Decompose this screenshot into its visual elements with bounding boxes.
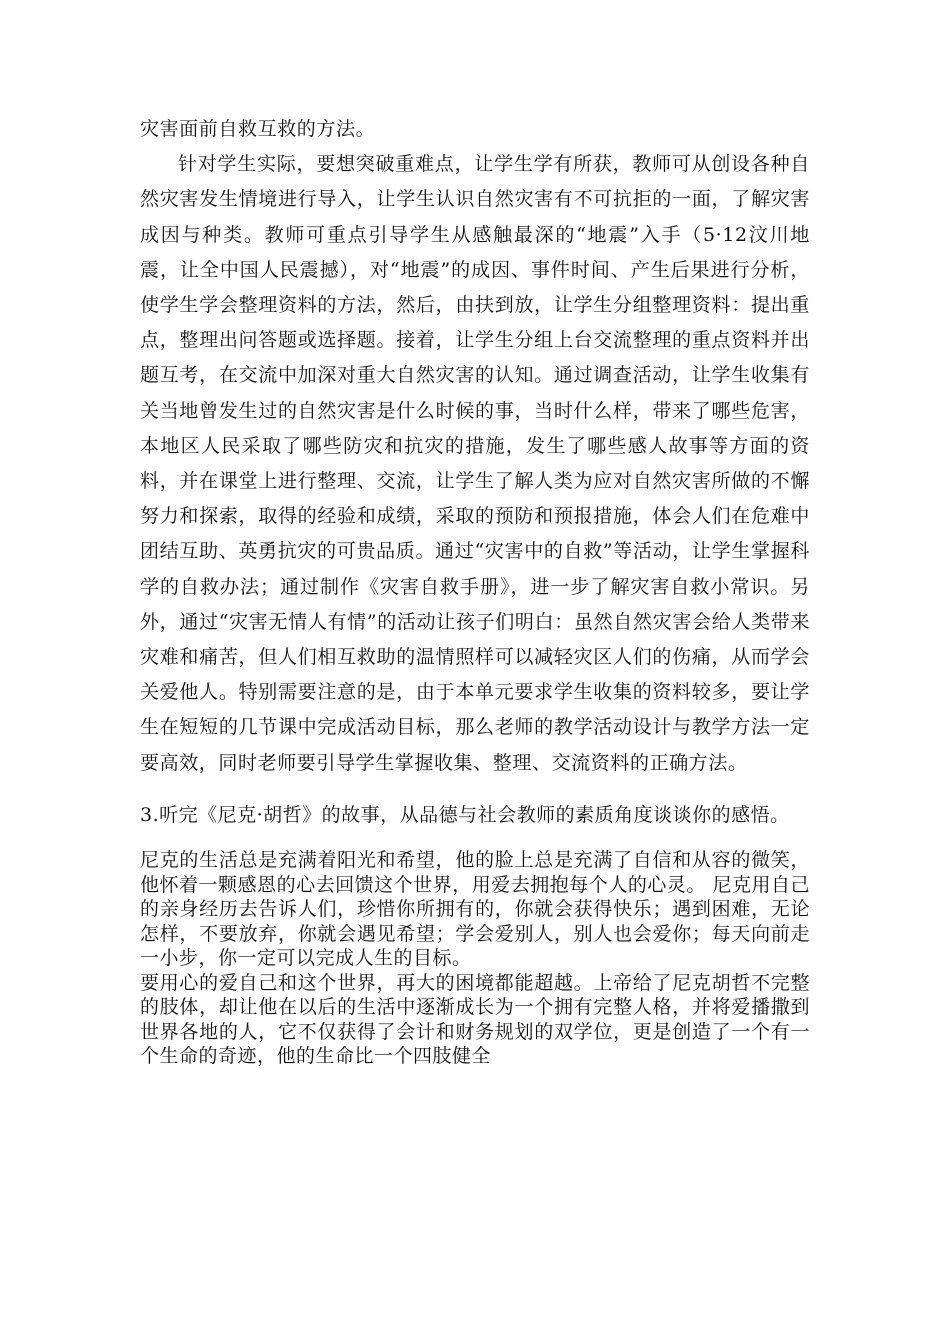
answer-paragraph-2: 要用心的爱自己和这个世界，再大的困境都能超越。上帝给了尼克胡哲不完整的肢体，却让他在以后的生活中逐渐成长为一个拥有完整人格，并将爱播撒到世界各地的人，它不仅获得了会计和财务规划的双学位，更是创造了一个有一个生命的奇迹，他的生命比一个四肢健全	[140, 971, 810, 1068]
answer-paragraph-1: 尼克的生活总是充满着阳光和希望，他的脸上总是充满了自信和从容的微笑，他怀着一颗感恩的心去回馈这个世界，用爱去拥抱每个人的心灵。 尼克用自己的亲身经历去告诉人们，珍惜你所拥有的，你就会获得快乐；遇到困难，无论怎样，不要放弃，你就会遇见希望；学会爱别人，别人也会爱你；每天向前走一小步，你一定可以完成人生的目标。	[140, 849, 810, 970]
paragraph-teaching-method: 针对学生实际，要想突破重难点，让学生学有所获，教师可从创设各种自然灾害发生情境进行导入，让学生认识自然灾害有不可抗拒的一面，了解灾害成因与种类。教师可重点引导学生从感触最深的“地震”入手（5·12汶川地震，让全中国人民震撼），对“地震”的成因、事件时间、产生后果进行分析，使学生学会整理资料的方法，然后，由扶到放，让学生分组整理资料：提出重点，整理出问答题或选择题。接着，让学生分组上台交流整理的重点资料并出题互考，在交流中加深对重大自然灾害的认知。通过调查活动，让学生收集有关当地曾发生过的自然灾害是什么时候的事，当时什么样，带来了哪些危害，本地区人民采取了哪些防灾和抗灾的措施，发生了哪些感人故事等方面的资料，并在课堂上进行整理、交流，让学生了解人类为应对自然灾害所做的不懈努力和探索，取得的经验和成绩，采取的预防和预报措施，体会人们在危难中团结互助、英勇抗灾的可贵品质。通过“灾害中的自救”等活动，让学生掌握科学的自救办法；通过制作《灾害自救手册》，进一步了解灾害自救小常识。另外，通过“灾害无情人有情”的活动让孩子们明白：虽然自然灾害会给人类带来灾难和痛苦，但人们相互救助的温情照样可以减轻灾区人们的伤痛，从而学会关爱他人。特别需要注意的是，由于本单元要求学生收集的资料较多，要让学生在短短的几节课中完成活动目标，那么老师的教学活动设计与教学方法一定要高效，同时老师要引导学生掌握收集、整理、交流资料的正确方法。	[140, 153, 810, 774]
question-3: 3.听完《尼克·胡哲》的故事，从品德与社会教师的素质角度谈谈你的感悟。	[140, 803, 790, 826]
document-body	[140, 112, 810, 1069]
paragraph-continuation: 灾害面前自救互救的方法。	[140, 118, 376, 140]
